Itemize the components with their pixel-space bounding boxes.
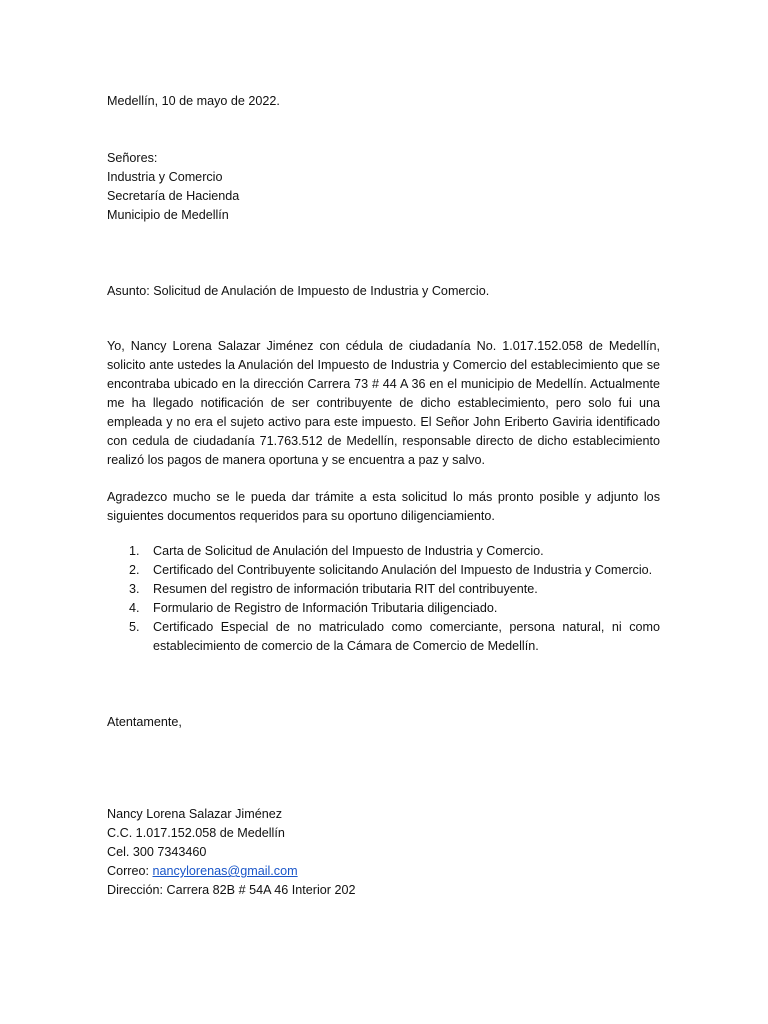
attachment-number: 4. [129,601,140,615]
attachment-item [107,542,660,561]
recipient-line: Secretaría de Hacienda [107,189,240,203]
signer-phone: Cel. 300 7343460 [107,845,207,859]
body-paragraph [107,488,660,526]
attachment-text: Resumen del registro de información tributaria RIT del contribuyente. [153,582,538,596]
attachment-text: Certificado del Contribuyente solicitando Anulación del Impuesto de Industria y Comercio. [153,563,653,577]
recipient-line: Industria y Comercio [107,170,223,184]
email-link[interactable]: nancylorenas@gmail.com [152,864,298,878]
attachments-list [107,542,660,656]
email-label: Correo: [107,864,149,878]
letter-subject: Asunto: Solicitud de Anulación de Impuesto de Industria y Comercio. [107,284,490,298]
attachment-item [107,618,660,656]
signer-name: Nancy Lorena Salazar Jiménez [107,807,283,821]
recipient-line: Municipio de Medellín [107,208,229,222]
attachment-item [107,580,660,599]
attachment-text: Formulario de Registro de Información Tributaria diligenciado. [153,601,498,615]
signer-id: C.C. 1.017.152.058 de Medellín [107,826,285,840]
attachment-text: Carta de Solicitud de Anulación del Impuesto de Industria y Comercio. [153,544,544,558]
body-paragraph-text: Yo, Nancy Lorena Salazar Jiménez con cédula de ciudadanía No. 1.017.152.058 de Medellín, solicito ante ustedes la Anulación del Impuesto de Industria y Comercio del establecimiento que se encontraba ubicado en la dirección Carrera 73 # 44 A 36 en el municipio de Medellín. Actualmente me ha llegado notificación de ser contribuyente de dicho establecimiento, pero solo fui una empleada y no era el sujeto activo para este impuesto. El Señor John Eriberto Gaviria identificado con cedula de ciudadanía 71.763.512 de Medellín, responsable directo de dicho establecimiento realizó los pagos de manera oportuna y se encuentra a paz y salvo. [107,339,660,467]
attachment-number: 3. [129,582,140,596]
attachment-text: Certificado Especial de no matriculado como comerciante, persona natural, ni como establecimiento de comercio de la Cámara de Comercio de Medellín. [153,620,660,653]
signature-block [107,805,356,900]
attachment-item [107,561,660,580]
signer-address: Dirección: Carrera 82B # 54A 46 Interior 202 [107,883,356,897]
attachment-number: 5. [129,620,140,634]
attachment-number: 2. [129,563,140,577]
body-paragraph [107,337,660,470]
letter-date: Medellín, 10 de mayo de 2022. [107,94,280,108]
recipient-salutation: Señores: [107,151,158,165]
signer-email-line [107,862,356,881]
recipient-block [107,149,239,225]
body-paragraph-text: Agradezco mucho se le pueda dar trámite a esta solicitud lo más pronto posible y adjunto los siguientes documentos requeridos para su oportuno diligenciamiento. [107,490,660,523]
letter-closing: Atentamente, [107,715,182,729]
attachment-item [107,599,660,618]
attachment-number: 1. [129,544,140,558]
